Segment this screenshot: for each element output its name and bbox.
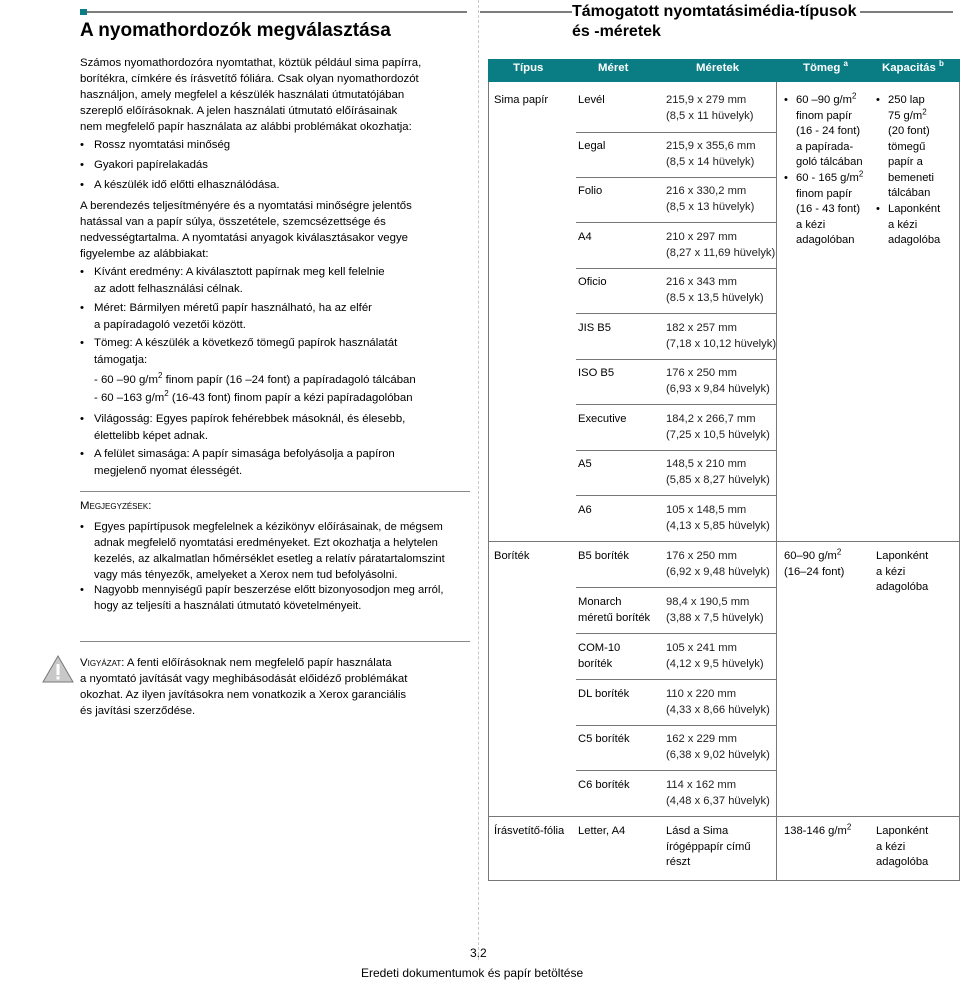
intro-paragraph: Számos nyomathordozóra nyomtathat, köztük például sima papírra, borítékra, címkére és írásvetítő fóliára. Csak olyan nyomathordozót használjon, amely megfelel a készülék használati útmutatójában szereplő előírásoknak. A jelen használati útmutató előírásainak nem megfelelő papír használata az alábbi problémákat okozhatja:: [80, 57, 422, 133]
note-item-cont: kezelés, az alkalmatlan hőmérséklet esetleg a relatív páratartalomszint vagy más tényezők, amelyeket a Xerox nem tud befolyásolni.: [94, 553, 445, 581]
plain-weight-tray: • 60 –90 $g/m^2$ finom papír (16 - 24 font) a papírada- goló tálcában: [784, 91, 863, 168]
header-sizes: Méretek: [696, 62, 740, 74]
criteria-desired-result: • Kívánt eredmény: A kiválasztott papírnak meg kell felelnie az adott felhasználási célnak.: [80, 264, 470, 297]
size-name: Folio: [578, 185, 603, 197]
size-dims: 216 x 330,2 mm (8,5 x 13 hüvelyk): [666, 185, 755, 213]
size-name: B5 boríték: [578, 550, 629, 562]
cell-divider: [576, 132, 776, 133]
size-name: A6: [578, 504, 592, 516]
size-name: A4: [578, 231, 592, 243]
warning-text: Vigyázat: A fenti előírásoknak nem megfelelő papír használata a nyomtató javítását vagy meghibásodását előidéző problémákat okozhat. Az ilyen javításokra nem vonatkozik a Xerox garanciális és javítási szerződése.: [80, 657, 408, 717]
size-name: C6 boríték: [578, 779, 630, 791]
size-dims: 105 x 148,5 mm (4,13 x 5,85 hüvelyk): [666, 504, 770, 532]
paper-selection-paragraph: A berendezés teljesítményére és a nyomtatási minőségre jelentős hatással van a papír súlya, összetétele, szemcsézettsége és nedvességtartalma. A nyomtatási anyagok kiválasztásakor vegye figyelembe az alábbiakat:: [80, 200, 412, 260]
transparency-capacity: Laponként a kézi adagolóba: [876, 825, 929, 868]
size-dims: Lásd a Sima írógéppapír című részt: [666, 825, 751, 868]
size-dims: 216 x 343 mm (8.5 x 13,5 hüvelyk): [666, 276, 764, 304]
note-item: • Nagyobb mennyiségű papír beszerzése előtt bizonyosodjon meg arról, hogy az teljesíti a használati útmutató követelményeit.: [80, 582, 470, 614]
cell-divider: [576, 679, 776, 680]
size-name: ISO B5: [578, 367, 615, 379]
plain-capacity-tray: • 250 lap 75 $g/m^2$ (20 font) tömegű papír a bemeneti tálcában: [876, 94, 935, 199]
table-row-divider: [488, 541, 960, 542]
cell-divider: [576, 770, 776, 771]
column-divider: [478, 0, 479, 960]
header-capacity: Kapacitás $^b$: [882, 59, 944, 74]
size-name: Oficio: [578, 276, 607, 288]
size-dims: 176 x 250 mm (6,93 x 9,84 hüvelyk): [666, 367, 770, 395]
weight-tray-line: - 60 –90 $g/m^2$ finom papír (16 –24 font) a papíradagoló tálcában: [94, 371, 416, 386]
size-name: Legal: [578, 140, 606, 152]
size-dims: 110 x 220 mm (4,33 x 8,66 hüvelyk): [666, 688, 770, 716]
type-plain: Sima papír: [494, 94, 549, 106]
note-heading: Megjegyzések:: [80, 500, 152, 512]
size-dims: 215,9 x 279 mm (8,5 x 11 hüvelyk): [666, 94, 754, 122]
size-dims: 98,4 x 190,5 mm (3,88 x 7,5 hüvelyk): [666, 596, 764, 624]
transparency-weight: 138-146 $g/m^2$: [784, 822, 852, 837]
size-dims: 114 x 162 mm (4,48 x 6,37 hüvelyk): [666, 779, 770, 807]
header-type: Típus: [513, 62, 544, 74]
page-title: A nyomathordozók megválasztása: [80, 20, 391, 41]
size-name: Levél: [578, 94, 605, 106]
criteria-weight: • Tömeg: A készülék a következő tömegű papírok használatát támogatja:: [80, 335, 470, 368]
criteria-size: • Méret: Bármilyen méretű papír használható, ha az elfér a papíradagoló vezetői között.: [80, 300, 470, 333]
cell-divider: [576, 587, 776, 588]
note-rule: [80, 491, 470, 492]
size-dims: 215,9 x 355,6 mm (8,5 x 14 hüvelyk): [666, 140, 756, 168]
plain-capacity-manual: • Laponként a kézi adagolóba: [876, 203, 941, 246]
table-title: Támogatott nyomtatásimédia-típusok és -méretek: [572, 2, 860, 42]
note-item: • Egyes papírtípusok megfelelnek a kézikönyv előírásainak, de mégsem adnak megfelelő nyomtatási eredményeket. Ezt okozhatja a helytelen: [80, 519, 470, 551]
plain-weight-manual: • 60 - 165 $g/m^2$ finom papír (16 - 43 font) a kézi adagolóban: [784, 169, 864, 246]
footer-text: Eredeti dokumentumok és papír betöltése: [361, 966, 584, 980]
cell-divider: [576, 313, 776, 314]
size-name: Monarch méretű boríték: [578, 596, 651, 624]
criteria-brightness: • Világosság: Egyes papírok fehérebbek másoknál, és élesebb, élettelibb képet adnak.: [80, 411, 470, 444]
problem-item: • Gyakori papírelakadás: [80, 157, 470, 174]
cell-divider: [576, 633, 776, 634]
size-dims: 210 x 297 mm (8,27 x 11,69 hüvelyk): [666, 231, 776, 259]
size-dims: 184,2 x 266,7 mm (7,25 x 10,5 hüvelyk): [666, 413, 770, 441]
size-dims: 105 x 241 mm (4,12 x 9,5 hüvelyk): [666, 642, 764, 670]
envelope-capacity: Laponként a kézi adagolóba: [876, 550, 929, 593]
weight-manual-line: - 60 –163 $g/m^2$ (16-43 font) finom papír a kézi papíradagolóban: [94, 389, 413, 404]
warning-icon: [42, 655, 74, 688]
size-name: COM-10 boríték: [578, 642, 621, 670]
size-dims: 162 x 229 mm (6,38 x 9,02 hüvelyk): [666, 733, 770, 761]
size-dims: 176 x 250 mm (6,92 x 9,48 hüvelyk): [666, 550, 770, 578]
problem-item: • A készülék idő előtti elhasználódása.: [80, 177, 470, 194]
problem-item: • Rossz nyomtatási minőség: [80, 137, 470, 154]
size-name: DL boríték: [578, 688, 630, 700]
cell-divider: [576, 359, 776, 360]
table-border: [488, 880, 960, 881]
cell-divider: [576, 725, 776, 726]
size-name: Executive: [578, 413, 627, 425]
cell-divider: [576, 495, 776, 496]
cell-divider: [576, 404, 776, 405]
size-name: A5: [578, 458, 592, 470]
page-number: 3.2: [470, 946, 487, 960]
criteria-smoothness: • A felület simasága: A papír simasága befolyásolja a papíron megjelenő nyomat élességét.: [80, 446, 470, 479]
size-dims: 182 x 257 mm (7,18 x 10,12 hüvelyk): [666, 322, 777, 350]
envelope-weight: 60–90 $g/m^2$ (16–24 font): [784, 547, 845, 578]
size-dims: 148,5 x 210 mm (5,85 x 8,27 hüvelyk): [666, 458, 770, 486]
size-name: C5 boríték: [578, 733, 630, 745]
type-envelope: Boríték: [494, 550, 530, 562]
size-name: JIS B5: [578, 322, 611, 334]
cell-divider: [576, 222, 776, 223]
warning-rule: [80, 641, 470, 642]
header-weight: Tömeg $^a$: [803, 59, 848, 74]
title-rule-accent: [80, 9, 87, 15]
title-rule: [80, 11, 467, 13]
cell-divider: [576, 268, 776, 269]
type-transparency: Írásvetítő-fólia: [494, 825, 565, 837]
table-border: [488, 82, 489, 880]
cell-divider: [576, 177, 776, 178]
size-name: Letter, A4: [578, 825, 626, 837]
table-row-divider: [488, 816, 960, 817]
header-size: Méret: [598, 62, 629, 74]
cell-divider: [776, 82, 777, 880]
cell-divider: [576, 450, 776, 451]
